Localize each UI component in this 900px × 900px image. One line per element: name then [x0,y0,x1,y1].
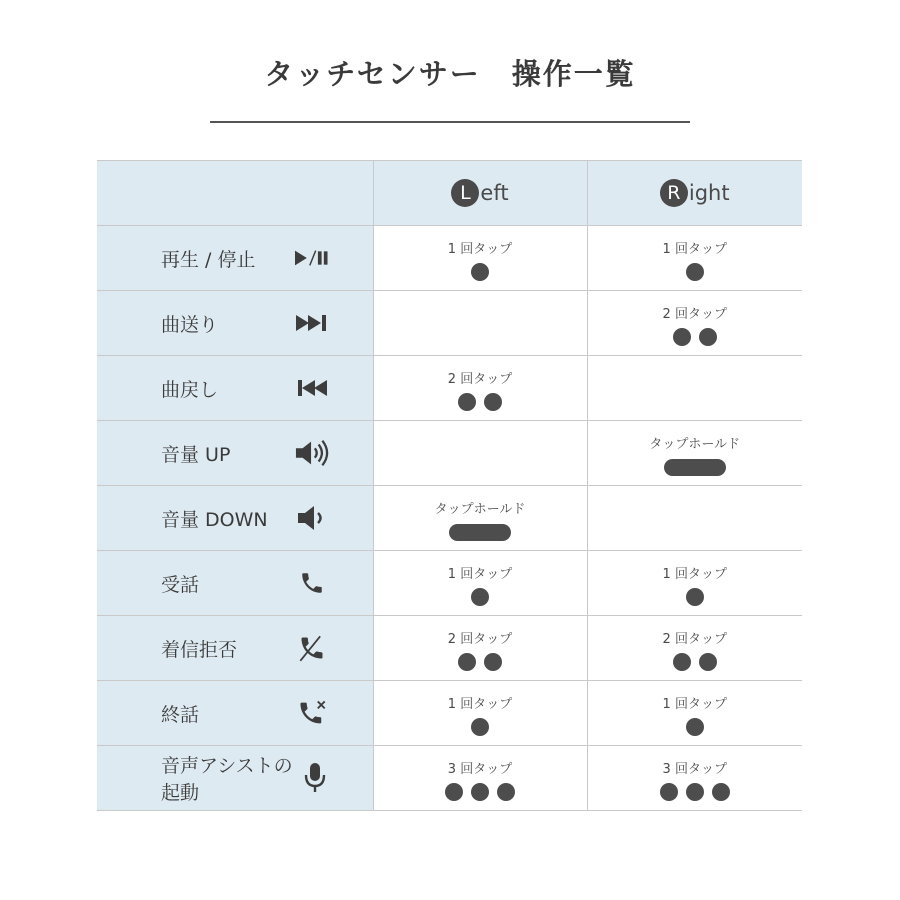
right-cell [587,356,802,421]
tap-dot [660,783,678,801]
tap-dot [471,783,489,801]
operation-label-cell [97,421,373,486]
microphone-icon [301,763,329,793]
tap-dot [686,783,704,801]
previous-track-icon [295,373,329,403]
right-cell [587,616,802,681]
tap-dots [374,653,587,671]
tap-dots [374,588,587,606]
operation-label: 着信拒否 [161,638,238,661]
left-cell [373,551,587,616]
left-action [374,498,587,541]
phone-end-icon [295,698,329,728]
tap-dots [374,718,587,736]
table-row [97,746,802,811]
left-cell [373,421,587,486]
tap-dot [699,328,717,346]
operation-label: 音量 DOWN [161,508,268,531]
table-row [97,356,802,421]
touch-operations-table [97,160,802,811]
operation-label-cell [97,291,373,356]
tap-dots [374,263,587,281]
operation-label: 音声アシストの起動 [161,755,293,804]
table-row [97,486,802,551]
operation-label: 受話 [161,573,200,596]
hold-bar [449,524,511,541]
left-action [374,238,587,281]
right-action [588,433,803,476]
table-row [97,291,802,356]
right-action-text: 2 回タップ [662,306,727,322]
tap-dot [471,588,489,606]
right-action-text: 1 回タップ [662,566,727,582]
left-action [374,758,587,801]
left-action-text: 2 回タップ [447,371,513,387]
operation-label-cell [97,226,373,291]
right-action-text: タップホールド [649,436,741,452]
operation-label: 終話 [161,703,200,726]
volume-up-icon [295,438,329,468]
right-badge: R [660,179,688,207]
tap-dots [588,783,803,801]
tap-dot [673,328,691,346]
tap-dot [497,783,515,801]
left-cell [373,486,587,551]
left-action [374,693,587,736]
left-action-text: 1 回タップ [447,241,513,257]
left-action-text: 1 回タップ [447,566,513,582]
operation-label-cell [97,551,373,616]
tap-dot [458,393,476,411]
phone-reject-icon [295,633,329,663]
left-badge: L [451,179,479,207]
tap-dots [374,393,587,411]
operation-label: 音量 UP [161,443,231,466]
operation-label: 曲戻し [161,378,219,401]
left-cell [373,681,587,746]
hold-bar [664,459,726,476]
next-track-icon [295,308,329,338]
left-action-text: 2 回タップ [447,631,513,647]
table-header-row [97,161,802,226]
table-row [97,616,802,681]
left-action-text: 3 回タップ [447,761,513,777]
right-cell [587,486,802,551]
tap-dot [686,263,704,281]
right-label-rest: ight [688,181,730,205]
tap-dots [588,718,803,736]
right-action [588,758,803,801]
tap-dot [471,718,489,736]
operation-label-cell [97,746,373,811]
right-action [588,238,803,281]
left-action-text: タップホールド [434,501,526,517]
right-action [588,563,803,606]
play-pause-icon [295,243,329,273]
tap-dot [686,588,704,606]
operation-label: 曲送り [161,313,219,336]
left-action-text: 1 回タップ [447,696,513,712]
volume-down-icon [295,503,329,533]
page-title: タッチセンサー 操作一覧 [264,57,636,91]
tap-dots [588,263,803,281]
header-empty-cell [97,161,373,226]
tap-dot [673,653,691,671]
left-action [374,368,587,411]
tap-dots [374,783,587,801]
right-action [588,628,803,671]
right-cell [587,551,802,616]
operation-label-cell [97,356,373,421]
tap-dots [588,328,803,346]
right-cell [587,681,802,746]
right-action-text: 1 回タップ [662,696,727,712]
right-action [588,303,803,346]
left-cell [373,746,587,811]
tap-dot [686,718,704,736]
header-left [373,161,587,226]
tap-dot [445,783,463,801]
operation-label: 再生 / 停止 [161,248,256,271]
header-right [587,161,802,226]
right-action-text: 3 回タップ [662,761,727,777]
left-action [374,563,587,606]
tap-dots [588,588,803,606]
title-divider [210,121,690,123]
right-action [588,693,803,736]
left-label-rest: eft [480,181,509,205]
tap-dot [484,653,502,671]
operation-label-cell [97,616,373,681]
table-row [97,551,802,616]
tap-dot [712,783,730,801]
tap-dots [588,653,803,671]
right-cell [587,291,802,356]
operation-label-cell [97,486,373,551]
right-action-text: 1 回タップ [662,241,727,257]
table-row [97,421,802,486]
left-cell [373,616,587,681]
table-row [97,681,802,746]
tap-dot [458,653,476,671]
left-action [374,628,587,671]
right-action-text: 2 回タップ [662,631,727,647]
right-cell [587,746,802,811]
right-cell [587,421,802,486]
tap-dot [484,393,502,411]
table-row [97,226,802,291]
tap-dot [699,653,717,671]
left-cell [373,226,587,291]
tap-dot [471,263,489,281]
left-cell [373,291,587,356]
phone-answer-icon [295,568,329,598]
operation-label-cell [97,681,373,746]
left-cell [373,356,587,421]
right-cell [587,226,802,291]
